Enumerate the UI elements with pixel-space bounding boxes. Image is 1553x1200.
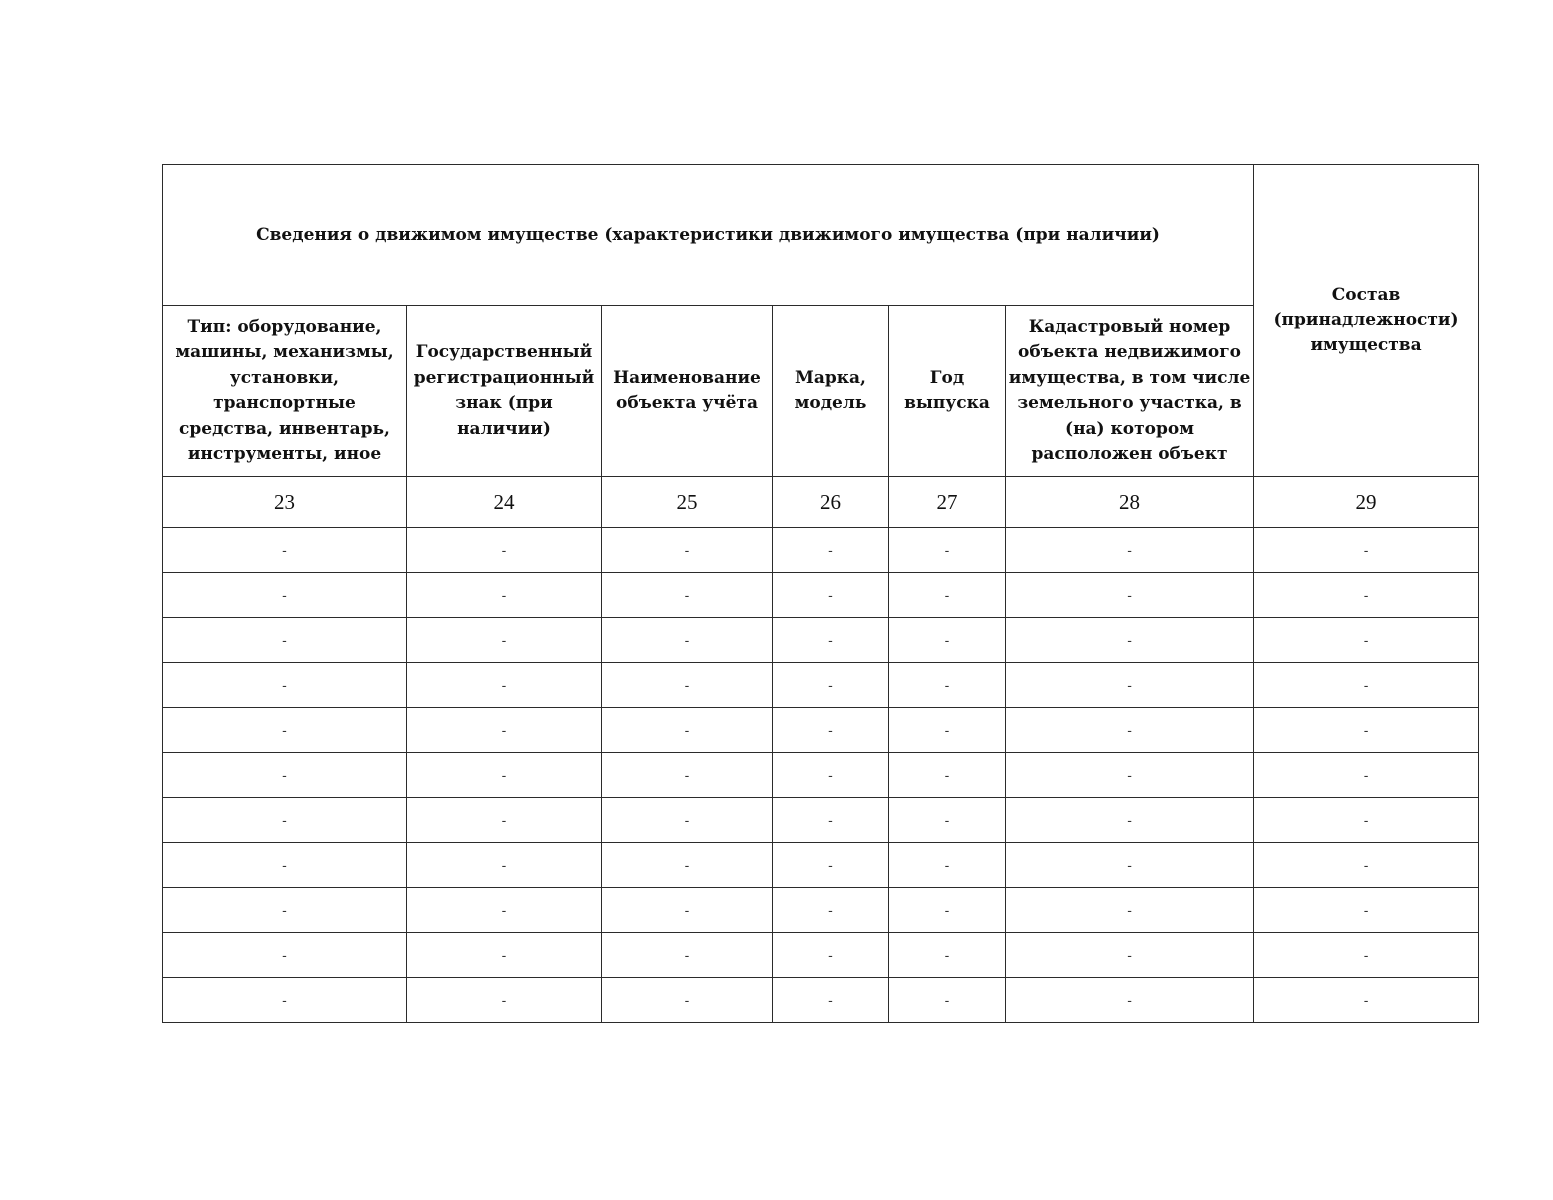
table-cell: - (602, 528, 773, 573)
table-cell: - (889, 843, 1006, 888)
table-cell: - (1006, 978, 1254, 1023)
table-cell: - (1254, 573, 1479, 618)
table-cell: - (773, 753, 889, 798)
table-cell: - (163, 663, 407, 708)
table-cell: - (1254, 843, 1479, 888)
header-row-group (163, 165, 1479, 306)
table-cell: - (1254, 888, 1479, 933)
composition-header-cell: Состав (принадлежности) имущества (1254, 165, 1479, 477)
table-cell: - (773, 708, 889, 753)
table-cell: - (1254, 753, 1479, 798)
table-row (163, 573, 1479, 618)
table-cell: - (773, 663, 889, 708)
table-row (163, 933, 1479, 978)
table-cell: - (773, 618, 889, 663)
table-row (163, 528, 1479, 573)
table-row (163, 978, 1479, 1023)
table-cell: - (407, 843, 602, 888)
table-cell: - (889, 663, 1006, 708)
group-header-cell: Сведения о движимом имуществе (характеристики движимого имущества (при наличии) (163, 165, 1254, 306)
table-cell: - (163, 978, 407, 1023)
table-cell: - (889, 798, 1006, 843)
movable-property-table (162, 164, 1479, 1023)
table-cell: - (773, 888, 889, 933)
column-number-row (163, 477, 1479, 528)
table-cell: - (602, 663, 773, 708)
table-cell: - (163, 708, 407, 753)
column-header-type: Тип: оборудование, машины, механизмы, установки, транспортные средства, инвентарь, инструменты, иное (163, 306, 407, 477)
column-number-23: 23 (163, 477, 407, 528)
table-cell: - (889, 753, 1006, 798)
table-row (163, 708, 1479, 753)
column-number-27: 27 (889, 477, 1006, 528)
table-cell: - (1006, 528, 1254, 573)
table-cell: - (602, 708, 773, 753)
table-cell: - (1006, 843, 1254, 888)
table-cell: - (407, 573, 602, 618)
table-cell: - (889, 618, 1006, 663)
column-number-25: 25 (602, 477, 773, 528)
table-cell: - (1254, 528, 1479, 573)
table-cell: - (602, 843, 773, 888)
table-cell: - (602, 618, 773, 663)
table-cell: - (602, 933, 773, 978)
table-cell: - (1254, 663, 1479, 708)
table-cell: - (163, 528, 407, 573)
table-cell: - (889, 708, 1006, 753)
table-cell: - (773, 528, 889, 573)
table-row (163, 618, 1479, 663)
table-cell: - (773, 573, 889, 618)
table-cell: - (163, 573, 407, 618)
table-cell: - (407, 798, 602, 843)
table-cell: - (889, 933, 1006, 978)
table-cell: - (889, 888, 1006, 933)
table-cell: - (407, 708, 602, 753)
table-cell: - (1006, 933, 1254, 978)
table-cell: - (1254, 978, 1479, 1023)
column-number-26: 26 (773, 477, 889, 528)
table-cell: - (773, 933, 889, 978)
table-cell: - (1006, 663, 1254, 708)
table-cell: - (1006, 708, 1254, 753)
column-header-cadastral-number: Кадастровый номер объекта недвижимого имущества, в том числе земельного участка, в (на) котором расположен объект (1006, 306, 1254, 477)
table-cell: - (1254, 708, 1479, 753)
table-cell: - (602, 753, 773, 798)
table-cell: - (407, 753, 602, 798)
table-cell: - (407, 618, 602, 663)
column-header-brand-model: Марка, модель (773, 306, 889, 477)
table-cell: - (602, 888, 773, 933)
table-cell: - (163, 753, 407, 798)
table-cell: - (407, 933, 602, 978)
table-cell: - (1006, 618, 1254, 663)
table-cell: - (602, 798, 773, 843)
table-cell: - (1254, 618, 1479, 663)
table-cell: - (163, 798, 407, 843)
table-cell: - (163, 888, 407, 933)
table-cell: - (773, 843, 889, 888)
column-number-28: 28 (1006, 477, 1254, 528)
table-cell: - (1254, 933, 1479, 978)
table-cell: - (889, 978, 1006, 1023)
column-number-24: 24 (407, 477, 602, 528)
column-header-registration-sign: Государственный регистрационный знак (при наличии) (407, 306, 602, 477)
table-cell: - (602, 978, 773, 1023)
column-header-object-name: Наименование объекта учёта (602, 306, 773, 477)
table-row (163, 753, 1479, 798)
table-cell: - (163, 843, 407, 888)
column-number-29: 29 (1254, 477, 1479, 528)
table-row (163, 888, 1479, 933)
table-cell: - (889, 528, 1006, 573)
table-row (163, 798, 1479, 843)
table-cell: - (407, 528, 602, 573)
table-cell: - (602, 573, 773, 618)
table-cell: - (407, 978, 602, 1023)
table-cell: - (889, 573, 1006, 618)
table-cell: - (1006, 573, 1254, 618)
table-row (163, 843, 1479, 888)
table-cell: - (407, 888, 602, 933)
table-row (163, 663, 1479, 708)
table-cell: - (1006, 888, 1254, 933)
table-cell: - (1006, 753, 1254, 798)
table-cell: - (773, 978, 889, 1023)
table-cell: - (407, 663, 602, 708)
table-cell: - (773, 798, 889, 843)
table-cell: - (1254, 798, 1479, 843)
table-cell: - (1006, 798, 1254, 843)
column-header-year: Год выпуска (889, 306, 1006, 477)
table-cell: - (163, 618, 407, 663)
table-cell: - (163, 933, 407, 978)
